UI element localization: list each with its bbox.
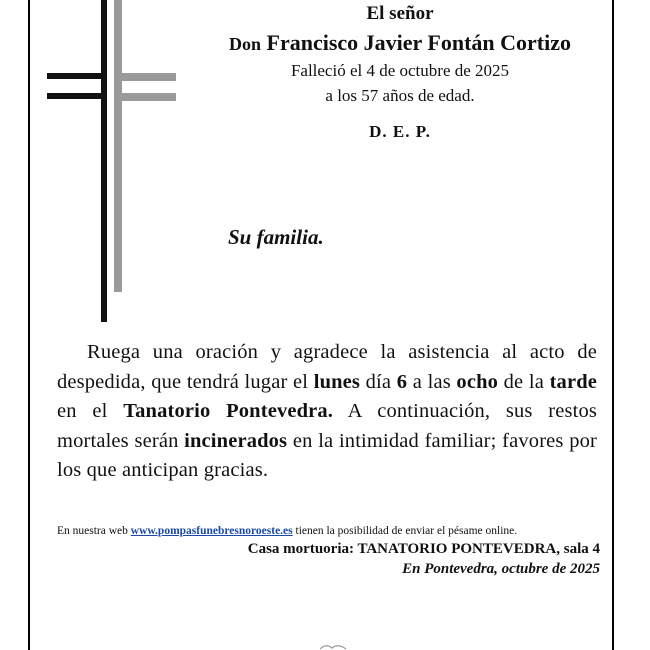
- title-line: El señor: [366, 3, 434, 24]
- text-segment: en la intimidad familiar; favores por los que anticipan gracias.: [57, 429, 598, 481]
- ceremony-text: [57, 338, 597, 486]
- cross-horizontal-light-bottom: [114, 93, 176, 101]
- text-segment: día: [360, 370, 397, 393]
- family-signature: Su familia.: [228, 225, 324, 249]
- logo-fragment-icon: [318, 642, 348, 650]
- honorific: Don: [229, 34, 262, 54]
- deceased-name: [180, 30, 620, 56]
- website-link[interactable]: www.pompasfunebresnoroeste.es: [130, 525, 293, 537]
- place-date-line: En Pontevedra, octubre de 2025: [402, 561, 600, 577]
- death-notice: Falleció el 4 de octubre de 2025: [290, 61, 510, 80]
- full-name: Francisco Javier Fontán Cortizo: [266, 30, 571, 55]
- cross-vertical-light: [114, 0, 122, 292]
- dep-line: D. E. P.: [369, 122, 431, 141]
- text-segment: a las: [407, 370, 457, 393]
- mortuary-line: Casa mortuoria: TANATORIO PONTEVEDRA, sala 4: [247, 541, 600, 557]
- text-segment: en el: [57, 400, 124, 422]
- bold-date: 6: [396, 370, 408, 393]
- text-segment: Ruega una oración y agradece la asistencia al acto de despedida, que tendrá lugar el: [57, 341, 597, 393]
- bold-day: lunes: [313, 370, 361, 393]
- bold-incinerated: incinerados: [184, 429, 288, 452]
- bold-hour: ocho: [456, 370, 499, 393]
- web-notice: [57, 525, 517, 537]
- cross-horizontal-dark-bottom: [47, 93, 107, 99]
- web-prefix: En nuestra web: [57, 525, 131, 537]
- bold-venue: Tanatorio Pontevedra.: [123, 400, 334, 422]
- web-suffix: tienen la posibilidad de enviar el pésame online.: [292, 525, 518, 537]
- bold-time-of-day: tarde: [549, 370, 598, 393]
- cross-vertical-dark: [101, 0, 107, 322]
- text-segment: de la: [498, 370, 550, 393]
- cross-horizontal-light-top: [114, 73, 176, 81]
- age-notice: a los 57 años de edad.: [325, 86, 475, 105]
- text-segment: A continuación, sus restos mortales serán: [57, 400, 598, 452]
- cross-horizontal-dark-top: [47, 73, 107, 79]
